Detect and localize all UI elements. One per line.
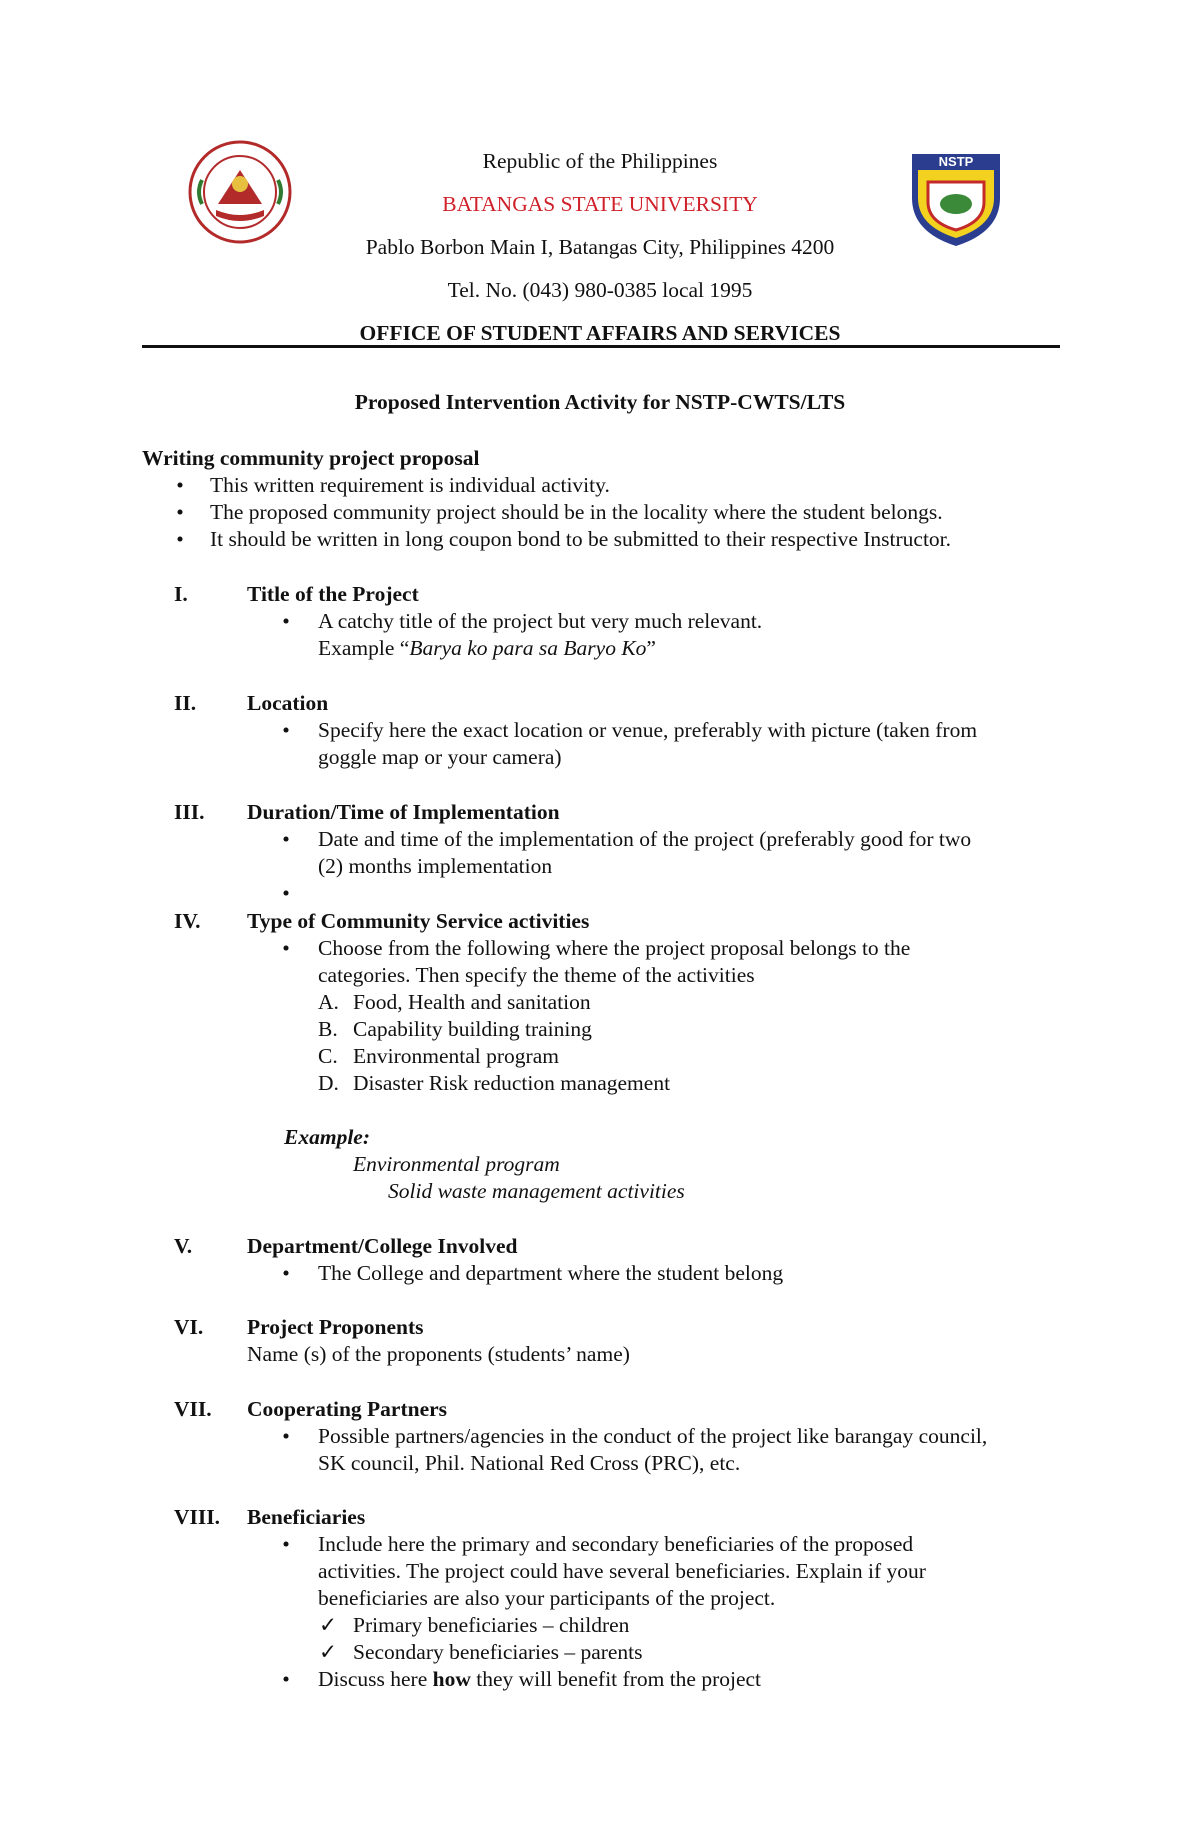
university-name: BATANGAS STATE UNIVERSITY [442,192,758,216]
section-title-beneficiaries: Beneficiaries [247,1505,366,1529]
office-name: OFFICE OF STUDENT AFFAIRS AND SERVICES [359,321,841,345]
section-number: V. [174,1234,193,1258]
category-letter: A. [318,990,339,1014]
checkmark-icon: ✓ [318,1613,337,1637]
category-item: Capability building training [353,1017,592,1041]
document-title: Proposed Intervention Activity for NSTP-CWTS/LTS [354,390,846,414]
intro-bullet-3: It should be written in long coupon bond to be submitted to their respective Instructor. [210,527,952,551]
category-item: Disaster Risk reduction management [353,1071,671,1095]
section-title-project-title: Title of the Project [247,582,419,606]
section-number: I. [174,582,188,606]
section-number: II. [174,691,197,715]
section-3-bullet-line-1: Date and time of the implementation of the project (preferably good for two [318,827,972,851]
example-line-2: Solid waste management activities [388,1179,685,1203]
section-6-text: Name (s) of the proponents (students’ name) [247,1342,630,1366]
section-1-bullet: A catchy title of the project but very much relevant. [318,609,763,633]
secondary-beneficiaries: Secondary beneficiaries – parents [353,1640,643,1664]
example-line-1: Environmental program [353,1152,560,1176]
section-number: VII. [174,1397,212,1421]
address-line: Pablo Borbon Main I, Batangas City, Philippines 4200 [365,235,835,259]
section-2-bullet-line-1: Specify here the exact location or venue, preferably with picture (taken from [318,718,978,742]
section-number: VI. [174,1315,204,1339]
section-title-location: Location [247,691,329,715]
svg-text:NSTP: NSTP [938,154,974,169]
section-number: IV. [174,909,201,933]
section-title-partners: Cooperating Partners [247,1397,448,1421]
section-title-proponents: Project Proponents [247,1315,424,1339]
section-title-duration: Duration/Time of Implementation [247,800,560,824]
category-item: Environmental program [353,1044,559,1068]
category-letter: C. [318,1044,338,1068]
section-8-bullet-2: Discuss here how they will benefit from the project [318,1667,762,1691]
section-4-bullet-line-1: Choose from the following where the project proposal belongs to the [318,936,911,960]
section-5-bullet: The College and department where the student belong [318,1261,784,1285]
bullet-dot: • [282,1424,290,1448]
bullet-dot: • [282,881,290,905]
section-4-bullet-line-2: categories. Then specify the theme of the activities [318,963,755,987]
bullet-dot: • [176,500,184,524]
bullet-dot: • [282,1532,290,1556]
republic-line: Republic of the Philippines [482,149,718,173]
bullet-dot: • [282,718,290,742]
section-2-bullet-line-2: goggle map or your camera) [318,745,562,769]
section-number: III. [174,800,205,824]
section-title-department: Department/College Involved [247,1234,518,1258]
intro-bullet-1: This written requirement is individual activity. [210,473,610,497]
section-7-bullet-line-1: Possible partners/agencies in the conduct of the project like barangay council, [318,1424,988,1448]
bullet-dot: • [282,1667,290,1691]
bullet-dot: • [282,936,290,960]
category-letter: D. [318,1071,339,1095]
section-title-community-service: Type of Community Service activities [247,909,590,933]
bullet-dot: • [282,609,290,633]
bullet-dot: • [176,527,184,551]
bullet-dot: • [282,827,290,851]
category-letter: B. [318,1017,338,1041]
intro-bullet-2: The proposed community project should be in the locality where the student belongs. [210,500,943,524]
example-label: Example: [284,1125,370,1149]
section-3-bullet-line-2: (2) months implementation [318,854,553,878]
section-8-bullet-line-2: activities. The project could have several beneficiaries. Explain if your [318,1559,926,1583]
intro-heading: Writing community project proposal [142,446,480,470]
letterhead [140,140,1060,355]
section-1-example: Example “Barya ko para sa Baryo Ko” [318,636,656,660]
checkmark-icon: ✓ [318,1640,337,1664]
primary-beneficiaries: Primary beneficiaries – children [353,1613,630,1637]
section-8-bullet-line-1: Include here the primary and secondary beneficiaries of the proposed [318,1532,914,1556]
category-item: Food, Health and sanitation [353,990,591,1014]
bullet-dot: • [282,1261,290,1285]
section-8-bullet-line-3: beneficiaries are also your participants of the project. [318,1586,776,1610]
bullet-dot: • [176,473,184,497]
header-divider [142,345,1060,348]
section-number: VIII. [174,1505,221,1529]
section-7-bullet-line-2: SK council, Phil. National Red Cross (PRC), etc. [318,1451,741,1475]
telephone-line: Tel. No. (043) 980-0385 local 1995 [447,278,753,302]
